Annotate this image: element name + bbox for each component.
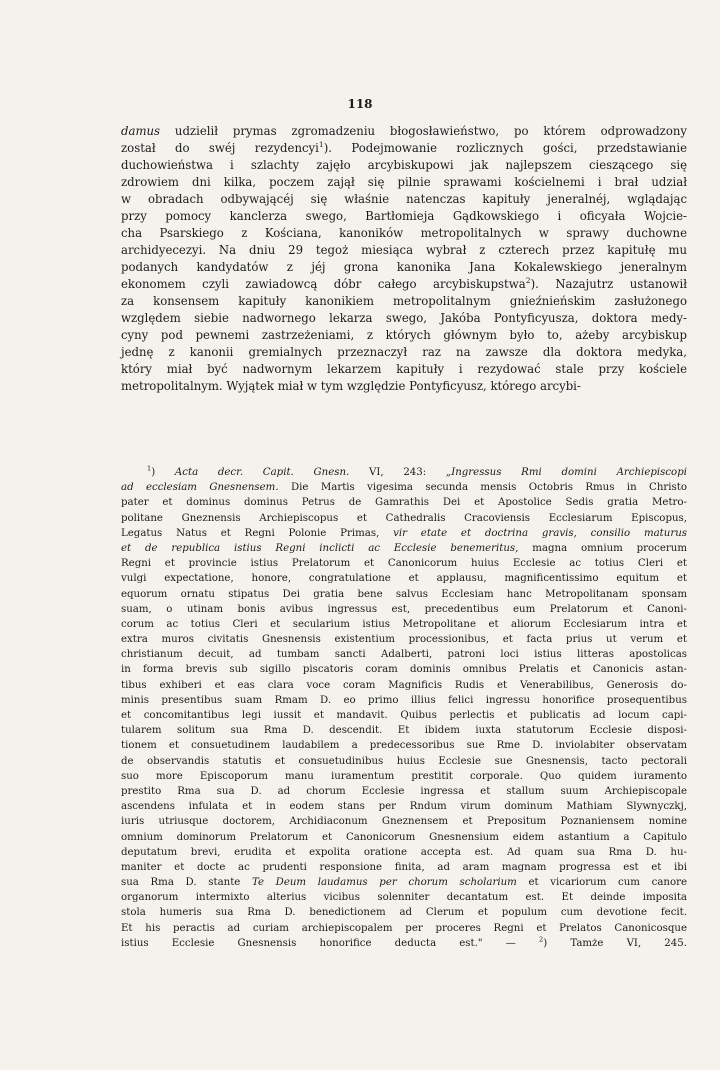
text-line: cyny pod pewnemi zastrzeżeniami, z których głównym było to, ażeby arcybiskup	[121, 328, 687, 343]
footnote-line: tibus exhiberi et eas clara voce coram Magnificis Rudis et Venerabilibus, Generosis do-	[121, 679, 687, 691]
footnote-ref-1: 1	[318, 140, 324, 150]
footnote-line: stola humeris sua Rma D. benedictionem ad Clerum et populum cum devotione fecit.	[121, 907, 687, 919]
italic-word: damus	[121, 124, 161, 138]
footnote-line: prestito Rma sua D. ad chorum Ecclesie ingressa et stallum suum Archiepiscopale	[121, 785, 687, 797]
footnote-line: politane Gneznensis Archiepiscopus et Cathedralis Cracoviensis Ecclesiarum Episcopus,	[121, 512, 687, 524]
footnote-line: sua Rma D. stante Te Deum laudamus per chorum scholarium et vicariorum cum canore	[121, 877, 687, 889]
footnote-line: et de republica istius Regni inclicti ac Ecclesie benemeritus, magna omnium procerum	[121, 542, 687, 554]
footnote-line: minis presentibus suam Rmam D. eo primo illius felici ingressu honorifice prosequentibus	[121, 694, 687, 706]
text-line: w obradach odbywającéj się właśnie natenczas kapituły jeneralnéj, wglądając	[121, 192, 687, 207]
footnote-line: pater et dominus dominus Petrus de Gamrathis Dei et Apostolice Sedis gratia Metro-	[121, 497, 687, 509]
footnote-line: extra muros civitatis Gnesnensis existentium processionibus, et facta prius ut verum et	[121, 634, 687, 646]
footnote-line: vulgi expectatione, honore, congratulatione et applausu, magnificentissimo equitum et	[121, 573, 687, 585]
footnote-line: Legatus Natus et Regni Polonie Primas, vir etate et doctrina gravis, consilio maturus	[121, 527, 687, 539]
footnote-line: Et his peractis ad curiam archiepiscopalem per proceres Regni et Prelatos Canonicosque	[121, 922, 687, 934]
footnote-line: iuris utriusque doctorem, Archidiaconum Gneznensem et Prepositum Poznaniensem nomine	[121, 816, 687, 828]
footnote-line: istius Ecclesie Gnesnensis honorifice deducta est." — $^2$) Tamże VI, 245.	[121, 935, 687, 949]
footnote-line: ad ecclesiam Gnesnensem. Die Martis vigesima secunda mensis Octobris Rmus in Christo	[121, 482, 687, 494]
footnote-line: suam, o utinam bonis avibus ingressus est, precedentibus eum Prelatorum et Canoni-	[121, 603, 687, 615]
footnote-2-marker: 2	[538, 935, 544, 944]
footnote-line: omnium dominorum Prelatorum et Canonicorum Gnesnensium eidem astantium a Capitulo	[121, 831, 687, 843]
text-line: damus udzielił prymas zgromadzeniu błogosławieństwo, po którem odprowadzony	[121, 124, 688, 138]
footnote-line: maniter et docte ac prudenti responsione finita, ad aram magnam progressa est et ibi	[121, 861, 687, 873]
footnote-line: deputatum brevi, erudita et expolita oratione accepta est. Ad quam sua Rma D. hu-	[121, 846, 687, 858]
footnote-ref-2: 2	[525, 276, 531, 286]
footnote-line: in forma brevis sub sigillo piscatoris coram dominis omnibus Prelatis et Canonicis astan-	[121, 664, 687, 676]
text-line: archidyecezyi. Na dniu 29 tegoż miesiąca wybrał z czterech przez kapitułę mu	[121, 243, 687, 258]
text-line: zdrowiem dni kilka, poczem zajął się pilnie sprawami kościelnemi i brał udział	[121, 175, 687, 190]
text-line: za konsensem kapituły kanonikiem metropolitalnym gnieźnieńskim zasłużonego	[121, 294, 687, 309]
text-line: przy pomocy kanclerza swego, Bartłomieja Gądkowskiego i oficyała Wojcie-	[121, 209, 687, 224]
footnote-line: tionem et consuetudinem laudabilem a predecessoribus sue Rme D. inviolabiter observatam	[121, 740, 687, 752]
footnote-line: ascendens infulata et in eodem stans per Rndum virum dominum Mathiam Slywnyczkj,	[121, 801, 687, 813]
text-line: został do swéj rezydencyi$^1$). Podejmowanie rozlicznych gości, przedstawianie	[121, 140, 687, 156]
text-line: względem siebie nadwornego lekarza swego, Jakóba Pontyficyusza, doktora medy-	[121, 311, 687, 326]
footnote-line: de observandis statutis et consuetudinibus huius Ecclesie sue Gnesnensis, tacto pectorali	[121, 755, 687, 767]
text-line: który miał być nadwornym lekarzem kapituły i rezydować stale przy kościele	[121, 362, 687, 377]
text-line: jednę z kanonii gremialnych przeznaczył raz na zawsze dla doktora medyka,	[121, 345, 687, 360]
page-number: 118	[347, 97, 373, 111]
text-line: metropolitalnym. Wyjątek miał w tym względzie Pontyficyusz, którego arcybi-	[121, 379, 581, 394]
text-line: ekonomem czyli zawiadowcą dóbr całego arcybiskupstwa$^2$). Nazajutrz ustanowił	[121, 276, 687, 292]
footnote-2-text: Tamże VI, 245.	[570, 937, 687, 949]
main-text	[121, 123, 687, 395]
footnote-line: corum ac totius Cleri et secularium istius Metropolitane et aliorum Ecclesiarum intra et	[121, 618, 687, 630]
text-line: cha Psarskiego z Kościana, kanoników metropolitalnych w sprawy duchowne	[121, 226, 687, 241]
text-line: podanych kandydatów z jéj grona kanonika Jana Kokalewskiego jeneralnym	[121, 260, 687, 275]
text-line: duchowieństwa i szlachty zajęło arcybiskupowi jak najlepszem cieszącego się	[121, 158, 687, 173]
footnote-line: christianum decuit, ad tumbam sancti Adalberti, patroni loci istius litteras apostolicas	[121, 649, 687, 661]
footnote-line: $^1$) Acta decr. Capit. Gnesn. VI, 243: „Ingressus Rmi domini Archiepiscopi	[147, 464, 687, 478]
footnote-line: organorum intermixto alterius vicibus solenniter decantatum est. Et deinde imposita	[121, 892, 687, 904]
footnote-line: tularem solitum sua Rma D. descendit. Et ibidem iuxta statutorum Ecclesie disposi-	[121, 725, 687, 737]
footnote-line: et concomitantibus legi iussit et mandavit. Quibus perlectis et publicatis ad locum capi-	[121, 710, 687, 721]
footnote-line: Regni et provincie istius Prelatorum et Canonicorum huius Ecclesie ac totius Cleri et	[121, 558, 687, 570]
footnotes	[121, 465, 687, 951]
footnote-line: suo more Episcoporum manu iuramentum prestitit corporale. Quo quidem iuramento	[121, 770, 687, 782]
footnote-line: equorum ornatu stipatus Dei gratia bene salvus Ecclesiam hanc Metropolitanam sponsam	[121, 588, 687, 600]
